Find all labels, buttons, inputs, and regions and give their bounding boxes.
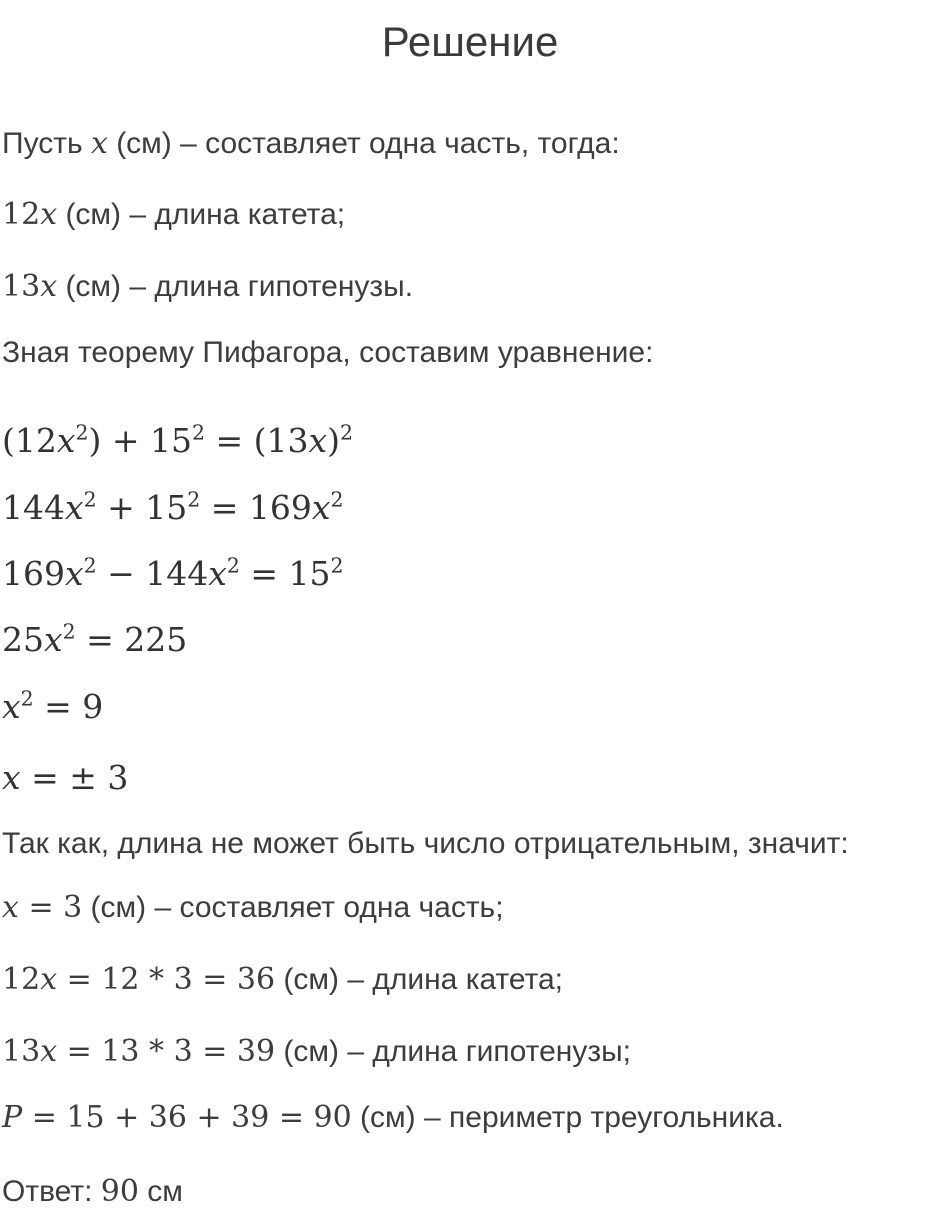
coefficient: 12: [2, 197, 41, 232]
eq-part: = 3: [18, 890, 83, 925]
intro-line-3: [2, 269, 413, 304]
eq-part: ): [327, 421, 341, 460]
intro-line-2-text: (см) – длина катета;: [57, 198, 346, 231]
coefficient: 13: [2, 269, 41, 304]
variable-x: x: [56, 421, 76, 460]
eq-part: (12: [2, 421, 57, 460]
eq-part: + 15: [96, 488, 188, 527]
exponent: 2: [192, 420, 206, 445]
variable-x: x: [40, 197, 58, 232]
eq-part: 144: [2, 488, 65, 527]
intro-line-1-suffix: (см) – составляет одна часть, тогда:: [107, 127, 620, 160]
variable-x: x: [2, 687, 21, 726]
conclusion-line-5-text: (см) – периметр треугольника.: [351, 1101, 784, 1134]
eq-part: = 9: [33, 687, 104, 726]
page-title: Решение: [381, 18, 559, 65]
intro-line-1-prefix: Пусть: [2, 127, 91, 160]
eq-part: = 169: [200, 488, 312, 527]
eq-part: = 15 + 36 + 39 = 90: [22, 1100, 352, 1135]
variable-x: x: [208, 554, 227, 593]
exponent: 2: [75, 420, 89, 445]
conclusion-line-2: [2, 890, 504, 925]
equation-4: [2, 620, 187, 659]
eq-part: 25: [2, 620, 44, 659]
eq-part: = 13 * 3 = 39: [57, 1034, 276, 1069]
eq-part: = (13: [205, 421, 309, 460]
intro-line-3-text: (см) – длина гипотенузы.: [57, 270, 414, 303]
coefficient: 12: [2, 962, 41, 997]
exponent: 2: [340, 420, 354, 445]
variable-x: x: [40, 269, 58, 304]
answer-line: [2, 1174, 183, 1209]
answer-value: 90: [100, 1174, 139, 1209]
conclusion-line-3-text: (см) – длина катета;: [275, 963, 564, 996]
equation-2: [2, 488, 344, 527]
exponent: 2: [330, 553, 344, 578]
eq-part: = ± 3: [20, 758, 129, 797]
conclusion-line-3: [2, 962, 563, 997]
variable-x: x: [311, 488, 331, 527]
variable-x: x: [308, 421, 328, 460]
eq-part: − 144: [96, 554, 209, 593]
intro-line-4: Зная теорему Пифагора, составим уравнение:: [2, 336, 654, 369]
equation-3: [2, 554, 344, 593]
exponent: 2: [187, 487, 201, 512]
variable-p: P: [2, 1100, 23, 1135]
exponent: 2: [330, 487, 344, 512]
equation-6: [2, 758, 128, 797]
eq-part: = 12 * 3 = 36: [57, 962, 276, 997]
intro-line-2: [2, 197, 345, 232]
conclusion-line-1: Так как, длина не может быть число отрицательным, значит:: [2, 827, 849, 860]
intro-line-1: [2, 126, 620, 161]
conclusion-line-2-text: (см) – составляет одна часть;: [82, 891, 504, 924]
equation-5: [2, 687, 103, 726]
eq-part: = 225: [75, 620, 188, 659]
variable-x: x: [2, 890, 19, 925]
variable-x: x: [44, 620, 63, 659]
answer-unit: см: [138, 1175, 183, 1208]
exponent: 2: [83, 553, 97, 578]
eq-part: = 15: [239, 554, 331, 593]
variable-x: x: [40, 1034, 58, 1069]
conclusion-line-4-text: (см) – длина гипотенузы;: [275, 1035, 631, 1068]
variable-x: x: [90, 126, 108, 161]
variable-x: x: [65, 554, 84, 593]
variable-x: x: [2, 758, 21, 797]
eq-part: ) + 15: [88, 421, 193, 460]
eq-part: 169: [2, 554, 65, 593]
conclusion-line-4: [2, 1034, 631, 1069]
exponent: 2: [83, 487, 97, 512]
coefficient: 13: [2, 1034, 41, 1069]
exponent: 2: [20, 686, 34, 711]
equation-1: [2, 421, 353, 460]
variable-x: x: [40, 962, 58, 997]
exponent: 2: [62, 619, 76, 644]
exponent: 2: [226, 553, 240, 578]
conclusion-line-5: [2, 1100, 784, 1135]
variable-x: x: [65, 488, 84, 527]
answer-label: Ответ:: [2, 1175, 101, 1208]
